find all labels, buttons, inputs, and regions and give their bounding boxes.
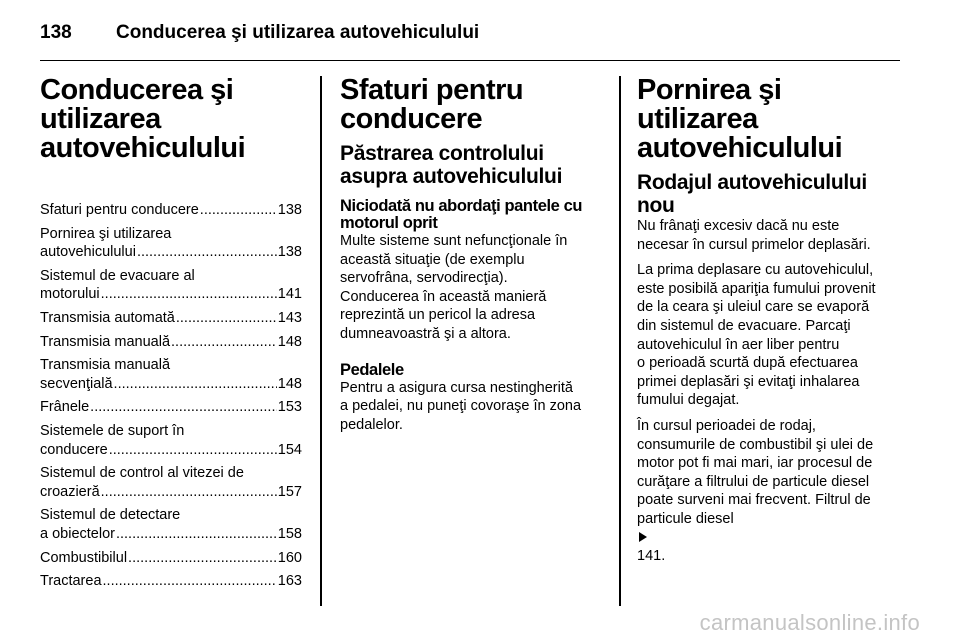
toc-page: 148	[277, 375, 302, 392]
body-paragraph: Nu frânaţi excesiv dacă nu este necesar în cursul primelor deplasări.	[637, 218, 871, 253]
toc-page: 157	[277, 483, 302, 500]
toc-entry[interactable]: Transmisia manuală ..... 148	[40, 333, 302, 352]
subsection-title: Păstrarea controlului asupra autovehiculului	[340, 142, 563, 188]
toc-entry[interactable]: Sistemul de detectare a obiectelor ..... 158	[40, 506, 302, 543]
toc-entry[interactable]: Sistemele de suport în conducere ..... 154	[40, 422, 302, 459]
running-title: Conducerea şi utilizarea autovehiculului	[116, 22, 480, 43]
body-paragraph: Multe sisteme sunt nefuncţionale în această situaţie (de exemplu servofrâna, servodirecţia). Conducerea în această manieră reprezintă un pericol la adresa dumneavoastră şi a altora.	[340, 233, 568, 342]
toc-page: 158	[277, 525, 302, 542]
topic-heading: Niciodată nu abordaţi pantele cu motorul oprit	[340, 197, 583, 232]
topic-heading: Pedalele	[340, 360, 404, 379]
toc-entry[interactable]: Frânele ..... 153	[40, 398, 302, 417]
toc-entry[interactable]: Sistemul de control al vitezei de croazieră ..... 157	[40, 464, 302, 501]
toc-page: 163	[277, 573, 302, 590]
column-divider	[619, 76, 621, 606]
toc-entry[interactable]: Transmisia manuală secvenţială ..... 148	[40, 356, 302, 393]
chapter-title: Conducerea şi utilizarea autovehiculului	[40, 74, 246, 164]
toc-entry[interactable]: Sistemul de evacuare al motorului ..... 141	[40, 267, 302, 304]
section-title: Pornirea şi utilizarea autovehiculului	[637, 74, 843, 164]
section-title: Sfaturi pentru conducere	[340, 74, 524, 135]
chapter-contents-column	[40, 76, 302, 596]
toc-entry[interactable]: Tractarea ..... 163	[40, 572, 302, 591]
toc-entry[interactable]: Pornirea şi utilizarea autovehiculului ..... 138	[40, 225, 302, 262]
toc-entry[interactable]: Sfaturi pentru conducere ..... 138	[40, 201, 302, 220]
toc-page: 138	[277, 244, 302, 261]
toc-page: 148	[277, 333, 302, 350]
page-reference-arrow-icon	[639, 532, 647, 542]
watermark: carmanualsonline.info	[699, 610, 920, 635]
page-reference-link[interactable]: 141.	[637, 548, 666, 565]
starting-operating-column	[637, 76, 905, 566]
body-paragraph: În cursul perioadei de rodaj, consumurile de combustibil şi ulei de motor pot fi mai mari, iar procesul de curăţare a filtrului de particule diesel poate surveni mai frecvent. Filtrul de particule diesel 141.	[637, 417, 905, 566]
toc-page: 141	[277, 286, 302, 303]
toc-entry[interactable]: Transmisia automată ..... 143	[40, 309, 302, 328]
toc-page: 154	[277, 441, 302, 458]
page-number: 138	[40, 22, 72, 43]
toc-page: 153	[277, 399, 302, 416]
table-of-contents	[40, 201, 302, 591]
page-header	[40, 14, 900, 61]
column-divider	[320, 76, 322, 606]
driving-hints-column	[340, 76, 604, 434]
toc-page: 143	[277, 309, 302, 326]
toc-page: 160	[277, 549, 302, 566]
subsection-title: Rodajul autovehiculului nou	[637, 171, 867, 217]
toc-page: 138	[277, 202, 302, 218]
body-paragraph: Pentru a asigura cursa nestingherită a pedalei, nu puneţi covoraşe în zona pedalelor.	[340, 379, 582, 433]
toc-entry[interactable]: Combustibilul ..... 160	[40, 549, 302, 568]
body-paragraph: La prima deplasare cu autovehiculul, este posibilă apariţia fumului provenit de la ceara şi uleiul care se evaporă din sistemul de evacuare. Parcaţi autovehiculul în aer liber pentru o perioadă scurtă după efectuarea primei deplasări şi evitaţi inhalarea fumului degajat.	[637, 262, 876, 409]
